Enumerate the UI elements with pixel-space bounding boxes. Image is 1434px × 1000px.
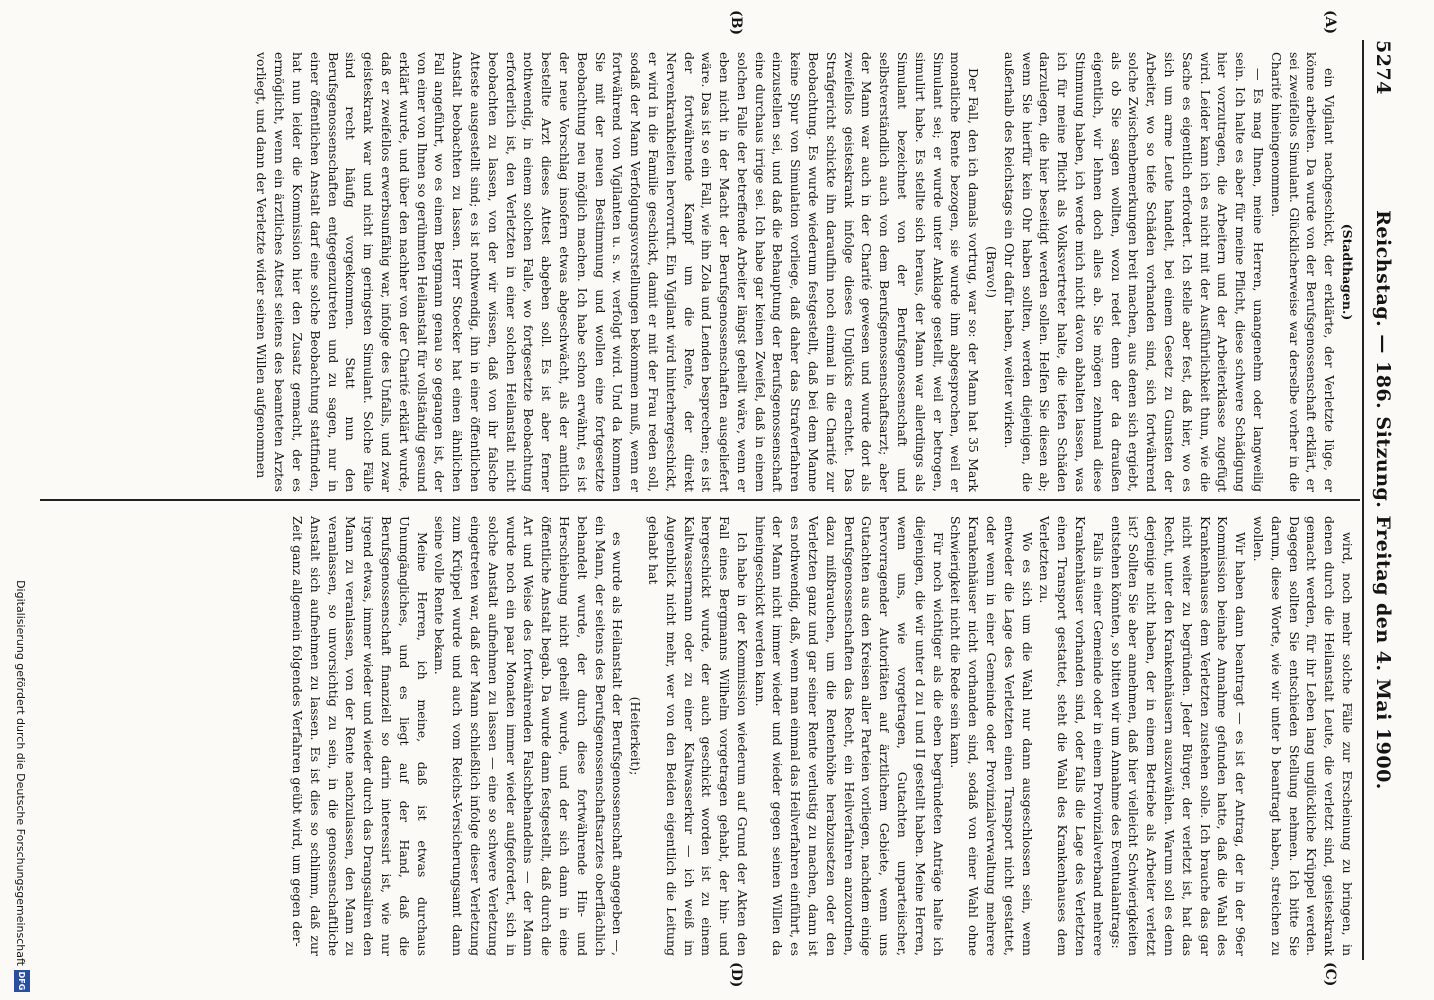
paragraph: Ich habe in der Kommission wiederum auf Grund der Akten den Fall eines Bergmanns Wilhelm vorgetragen gehabt, der hin- und hergeschickt wurde, der auch geschickt worden ist zu einem Kaltwassermann oder zu einer Kaltwasserkur — ich weiß im Augenblick nicht mehr, wer von den Beiden eigentlich die Leitung gehabt hat (645, 516, 750, 956)
speaker-heading: (Stadthagen.) (1340, 223, 1355, 321)
paragraph: Für noch wichtiger als die eben begründeten Anträge halte ich diejenigen, die wir unter d zu I und II gestellt haben. Meine Herren, wenn uns, wie vorgetragen, Gutachten unparteiischer, hervorragender Autoritäten auf ärztlichem Gebiete, wenn uns Gutachten aus den Kreisen aller Parteien vorliegen, nachdem einige Berufsgenossenschaften das Recht, ein Heilverfahren anzuordnen, dazu mißbrauchen, um die Rentenhöhe herabzusetzen oder den Verletzten ganz und gar seiner Rente verlustig zu machen, dann ist es nothwendig, daß, wenn man einmal das Heilverfahren einführt, es der Mann nicht immer wieder und wieder gegen seinen Willen da hineingeschickt werden kann. (752, 516, 946, 956)
interjection: (Bravo!) (984, 246, 1000, 298)
page-title: Reichstag. — 186. Sitzung. Freitag den 4. Mai 1900. (1372, 210, 1394, 790)
paragraph: es wurde als Heilanstalt der Berufsgenossenschaft angegeben —, ein Mann, der seitens des Berufsgenossenschaftsarztes oberflächlich behandelt wurde, der durch diese fortwährende Hin- und Herschiebung nicht geheilt wurde, und der sich dann in eine öffentliche Anstalt begab. Da wurde dann festgestellt, daß durch die Art und Weise des fortwährenden Falschbehandelns — der Mann wurde noch ein paar Monaten immer wieder aufgefordert, sich in solche Anstalt aufnehmen zu lassen — eine so schwere Verletzung eingetreten war, daß der Mann schließlich infolge dieser Verletzung zum Krüppel wurde und auch vom Reichs-Versicherungsamt dann seine volle Rente bekam. (432, 516, 626, 956)
margin-marker-c: (C) (1322, 962, 1338, 987)
footer-text: Digitalisierung gefördert durch die Deutsche Forschungsgemeinschaft (14, 580, 27, 966)
margin-marker-b: (B) (728, 10, 744, 36)
paragraph: wird, noch mehr solche Fälle zur Erscheinung zu bringen, in denen durch die Heilanstalt Leute, die verletzt sind, geisteskrank gemacht werden, für ihr Leben lang unglückliche Krüppel werden. Dagegen sollten Sie entschieden Stellung nehmen. Ich bitte Sie darum, diese Worte, wie wir unter b beantragt haben, streichen zu wollen. (1251, 516, 1355, 956)
paragraph: Wo es sich um die Wahl nur dann ausgeschlossen sein, wenn entweder die Lage des Verletzten einen Transport nicht gestattet, oder wenn in einer Gemeinde oder Provinzialverwaltung mehrere Krankenhäuser nicht vorhanden sind, sodaß von einer Wahl ohne Schwierigkeit nicht die Rede sein kann. (948, 516, 1035, 956)
margin-marker-d: (D) (728, 962, 744, 988)
header-rule (1362, 40, 1364, 960)
paragraph: Wir haben dann beantragt — es ist der Antrag, der in der 96er Kommission beinahe Annahme gefunden hatte, daß die Wahl des Krankenhauses dem Verletzten zustehen solle. Ich brauche das gar nicht weiter zu begründen. Jeder Bürger, der verletzt ist, hat das Recht, unter den Krankenhäusern auszuwählen. Warum soll es denn derjenige nicht haben, der in einem Betriebe als Arbeiter verletzt ist? Sollten Sie aber annehmen, daß hier vielleicht Schwierigkeiten entstehen könnten, so bitten wir um Annahme des Eventualantrags: (1108, 516, 1249, 956)
dfg-logo-icon: DFG (14, 970, 30, 992)
paragraph: Meine Herren, ich meine, daß ist etwas durchaus Unumgängliches, und es liegt auf der Hand, daß die Berufsgenossenschaft finanziell so darin interessirt ist, wie nur irgend etwas, immer wieder und wieder durch das Drangsaliren den Mann zu veranlassen, von der Rente nachzulassen, den Mann zu veranlassen, so unvorsichtig zu sein, in die genossenschaftliche Anstalt sich aufnehmen zu lassen. Es ist dies so schlimm, daß zur Zeit ganz allgemein folgendes Verfahren geübt wird, um gegen der- (289, 516, 430, 956)
digitization-footer (8, 8, 32, 992)
margin-marker-a: (A) (1322, 10, 1338, 35)
page-header (1364, 40, 1398, 960)
left-column (56, 52, 1356, 492)
quoted-motion: Falls in einer Gemeinde oder in einem Provinzialverband mehrere Krankenhäuser vorhanden sind, oder falls die Lage des Verletzten einen Transport gestattet, steht die Wahl des Krankenhauses dem Verletzten zu. (1037, 516, 1106, 956)
column-divider (40, 499, 1360, 501)
right-column (56, 516, 1356, 956)
paragraph: — Es mag Ihnen, meine Herren, unangenehm oder langweilig sein. Ich halte es aber für meine Pflicht, diese schwere Schädigung hier vorzutragen, die Arbeitern und der Arbeiterklasse zugefügt wird. Leider kann ich es nicht mit der Ausführlichkeit thun, wie die Sache es eigentlich erfordert. Ich stelle aber fest, daß hier, wo es sich um arme Leute handelt, bei einem Gesetz zu Gunsten der Arbeiter, wo so tiefe Schäden vorhanden sind, sich fortwährend solche Zwischenbemerkungen breit machen, aus denen sich ergiebt, als ob Sie sagen wollten, wozu redet denn der da draußen eigentlich, wir lehnen doch alles ab. Sie mögen zehnmal diese Stimmung haben, ich werde mich nicht davon abhalten lassen, was ich für meine Pflicht als Volksvertreter halte, die tiefen Schäden darzulegen, die hier beseitigt werden sollen. Helfen Sie diesen ab; wenn Sie hierfür kein Ohr haben sollten, werden diejenigen, die außerhalb des Reichstags ein Ohr dafür haben, weiter wirken. (1001, 52, 1267, 492)
paragraph: ein Vigilant nachgeschickt, der erklärte, der Verletzte lüge, er könne arbeiten. Da wurde von der Berufsgenossenschaft erklärt, er sei zweifellos Simulant. Glücklicherweise war derselbe vorher in die Charité hineingenommen. (1268, 52, 1338, 492)
paragraph: Der Fall, den ich damals vortrug, war so: der Mann hat 35 Mark monatliche Rente bezogen, sie wurde ihm abgesprochen, weil er Simulant sei; er wurde unter Anklage gestellt, weil er betrogen, simulirt habe. Es stellte sich heraus, der Mann war allerdings als Simulant bezeichnet von der Berufsgenossenschaft und selbstverständlich auch von dem Berufsgenossenschaftsarzt; aber der Mann war auch in der Charité gewesen und wurde dort als zweifellos geisteskrank infolge dieses Unglücks erachtet. Das Strafgericht schickte ihn daraufhin noch einmal in die Charité zur Beobachtung. Es wurde wiederum festgestellt, daß bei dem Manne keine Spur von Simulation vorliege, daß daher das Strafverfahren einzustellen sei, und daß die Behauptung der Berufsgenossenschaft eine durchaus irrige sei. Ich habe gar keinen Zweifel, daß in einem solchen Falle der betreffende Arbeiter längst geheilt wäre, wenn er eben nicht in der Macht der Berufsgenossenschaften ausgeliefert wäre. Das ist so ein Fall, wie ihn Zola und Lenden besprechen; es ist der fortwährende Kampf um die Rente, der direkt Nervenkrankheiten hervorruft. Ein Vigilant wird hinterhergeschickt, er wird in die Familie geschickt, damit er mit der Frau reden soll, sodaß der Mann Verfolgungsvorstellungen bekommen muß, wenn er fortwährend von Vigilanten u. s. w. verfolgt wird. Und da kommen Sie mit der neuen Bestimmung und wollen eine fortgesetzte Beobachtung neu möglich machen. Ich habe schon erwähnt, es ist der neue Vorschlag insofern etwas abgeschwächt, als der amtlich bestellte Arzt dieses Attest abgeben soll. Es ist aber ferner nothwendig, in einem solchen Falle, wo fortgesetzte Beobachtung erforderlich ist, den Verletzten in einer solchen Heilanstalt nicht beobachten zu lassen, von der wir wissen, daß von ihr falsche Atteste ausgestellt sind; es ist nothwendig, ihn in einer öffentlichen Anstalt beobachten zu lassen. Herr Stoecker hat einen ähnlichen Fall angeführt, wo es einem Bergmann genau so gegangen ist, der von einer von Ihnen so gerühmten Heilanstalt für vollständig gesund erklärt wurde, und über den nachher von der Charité erklärt wurde, daß er zweifellos erwerbsunfähig war, infolge des Unfalls, und zwar geisteskrank war und nicht im geringsten Simulant. Solche Fälle sind recht häufig vorgekommen. Statt nun den Berufsgenossenschaften entgegenzutreten und zu sagen, nur in einer öffentlichen Anstalt darf eine solche Beobachtung stattfinden, hat nun leider die Kommission hier den Zusatz gemacht, der es ermöglicht, wenn ein ärztliches Attest seitens des beamteten Arztes vorliegt, und dann der Verletzte wider seinen Willen aufgenommen (254, 52, 982, 492)
page-number: 5274 (1372, 40, 1394, 95)
interjection: (Heiterkeit); (628, 696, 644, 776)
